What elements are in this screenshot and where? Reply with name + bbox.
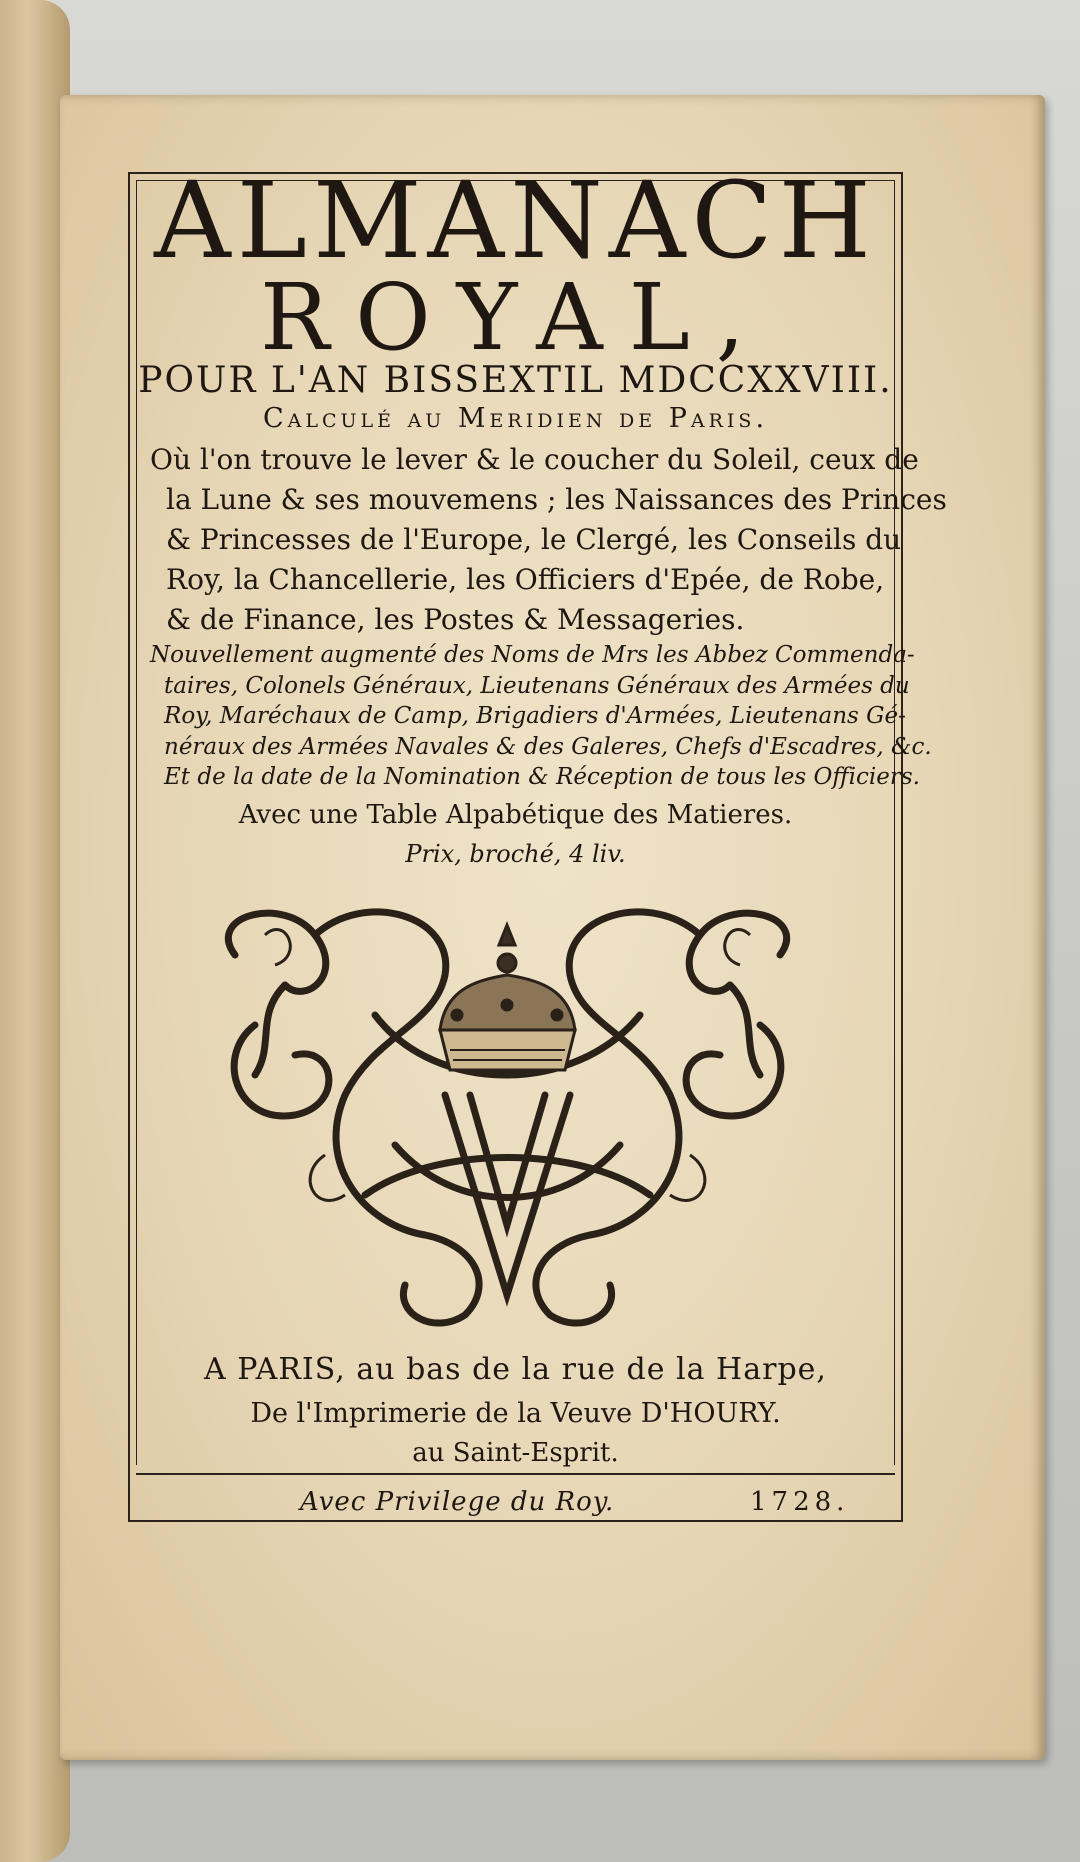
description-line: la Lune & ses mouvemens ; les Naissances des Princes (166, 483, 947, 516)
description-line: & Princesses de l'Europe, le Clergé, les Conseils du (166, 523, 902, 556)
additions-line: néraux des Armées Navales & des Galeres, Chefs d'Escadres, &c. (164, 733, 932, 760)
privilege-line: Avec Privilege du Roy. (300, 1487, 615, 1517)
additions-line: Nouvellement augmenté des Noms de Mrs les Abbez Commenda- (150, 642, 915, 668)
additions-block (150, 640, 932, 793)
year-line: POUR L'AN BISSEXTIL MDCCXXVIII. (138, 360, 893, 401)
imprint-line-2: De l'Imprimerie de la Veuve D'HOURY. (250, 1398, 781, 1429)
imprint-line-1: A PARIS, au bas de la rue de la Harpe, (204, 1352, 827, 1387)
description-block (150, 440, 947, 640)
imprint-line-3: au Saint-Esprit. (412, 1438, 619, 1468)
description-line: Où l'on trouve le lever & le coucher du Soleil, ceux de (150, 443, 919, 476)
royal-crown-monogram-icon (195, 895, 820, 1335)
additions-line: taires, Colonels Généraux, Lieutenans Généraux des Armées du (164, 672, 910, 699)
year-footer: 1728. (750, 1487, 850, 1517)
meridien-line: Calculé au Meridien de Paris. (262, 403, 769, 434)
price-line: Prix, broché, 4 liv. (405, 840, 626, 868)
main-title: ALMANACH (154, 159, 877, 282)
additions-line: Roy, Maréchaux de Camp, Brigadiers d'Armées, Lieutenans Gé- (164, 703, 906, 729)
description-line: & de Finance, les Postes & Messageries. (166, 603, 745, 636)
additions-line: Et de la date de la Nomination & Réception de tous les Officiers. (164, 764, 920, 790)
table-line: Avec une Table Alpabétique des Matieres. (238, 800, 793, 830)
description-line: Roy, la Chancellerie, les Officiers d'Epée, de Robe, (166, 563, 885, 596)
sub-title: ROYAL, (259, 264, 772, 371)
footer-rule (136, 1473, 895, 1475)
